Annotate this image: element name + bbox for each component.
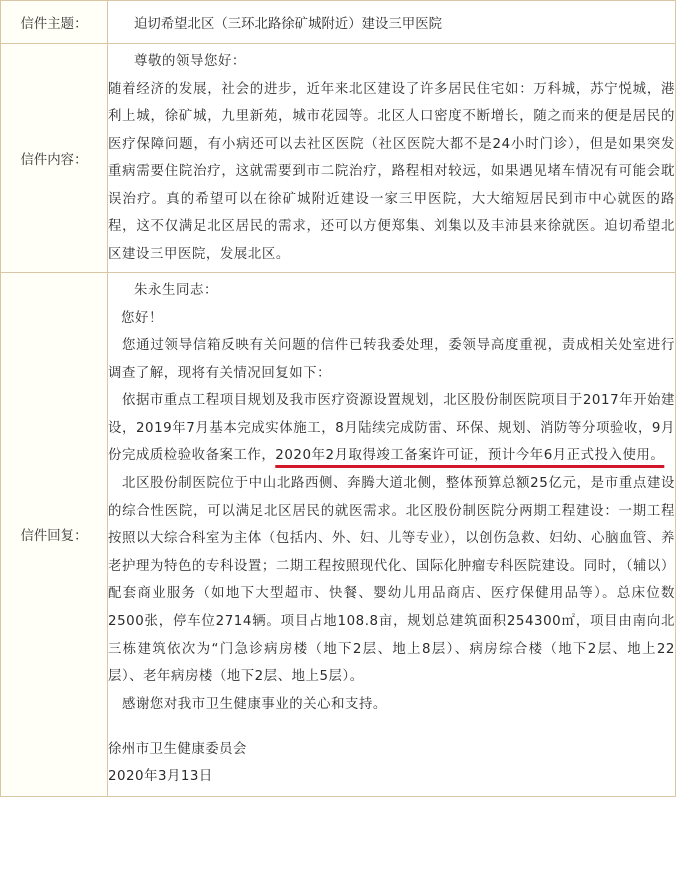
subject-text: 迫切希望北区（三环北路徐矿城附近）建设三甲医院 [134, 16, 442, 32]
signature-date: 2020年3月13日 [108, 769, 213, 785]
reply-cell [108, 273, 676, 797]
letter-greeting: 尊敬的领导您好： [134, 54, 246, 69]
reply-hello: 您好！ [121, 310, 163, 326]
content-cell [108, 44, 676, 273]
reply-addressee: 朱永生同志： [134, 283, 218, 298]
content-row [1, 44, 676, 273]
subject-cell [108, 1, 676, 44]
reply-paragraph-2 [108, 387, 675, 470]
reply-paragraph-2-text: 依据市重点工程项目规划及我市医疗资源设置规划，北区股份制医院项目于2017年开始建设，2019年7月基本完成实体施工，8月陆续完成防雷、环保、规划、消防等分项验收，9月份完成质检验收备案工作， [108, 393, 675, 464]
reply-row [1, 273, 676, 797]
reply-paragraph-3: 北区股份制医院位于中山北路西侧、奔腾大道北侧，整体预算总额25亿元，是市重点建设的综合性医院，可以满足北区居民的就医需求。北区股份制医院分两期工程建设：一期工程按照以大综合科室为主体（包括内、外、妇、儿等专业），以创伤急救、妇幼、心脑血管、养老护理为特色的专科设置；二期工程按照现代化、国际化肿瘤专科医院建设。同时，（辅以）配套商业服务（如地下大型超市、快餐、婴幼儿用品商店、医疗保健用品等）。总床位数2500张，停车位2714辆。项目占地108.8亩，规划总建筑面积254300㎡，项目由南向北三栋建筑依次为“门急诊病房楼（地下2层、地上8层）、病房综合楼（地下2层、地上22层）、老年病房楼（地下2层、地上5层）。 [108, 475, 675, 685]
reply-paragraph-1: 您通过领导信箱反映有关问题的信件已转我委处理，委领导高度重视，责成相关处室进行调查了解，现将有关情况回复如下： [108, 338, 675, 381]
red-underline-highlight: 2020年2月取得竣工备案许可证，预计今年6月正式投入使用。 [275, 448, 665, 464]
subject-label: 信件主题： [1, 1, 108, 44]
signature-gap [108, 718, 675, 736]
letter-body: 随着经济的发展，社会的进步，近年来北区建设了许多居民住宅如：万科城，苏宁悦城，港利上城，徐矿城，九里新苑，城市花园等。北区人口密度不断增长，随之而来的便是居民的医疗保障问题，有小病还可以去社区医院（社区医院大都不是24小时门诊），但是如果突发重病需要住院治疗，这就需要到市二院治疗，路程相对较远，如果遇见堵车情况有可能会耽误治疗。真的希望可以在徐矿城附近建设一家三甲医院，大大缩短居民到市中心就医的路程，这不仅满足北区居民的需求，还可以方便郑集、刘集以及丰沛县来徐就医。迫切希望北区建设三甲医院，发展北区。 [108, 81, 675, 262]
subject-row [1, 1, 676, 44]
reply-thanks: 感谢您对我市卫生健康事业的关心和支持。 [122, 696, 387, 712]
signature-org: 徐州市卫生健康委员会 [108, 742, 247, 758]
content-label: 信件内容： [1, 44, 108, 273]
reply-label: 信件回复： [1, 273, 108, 797]
